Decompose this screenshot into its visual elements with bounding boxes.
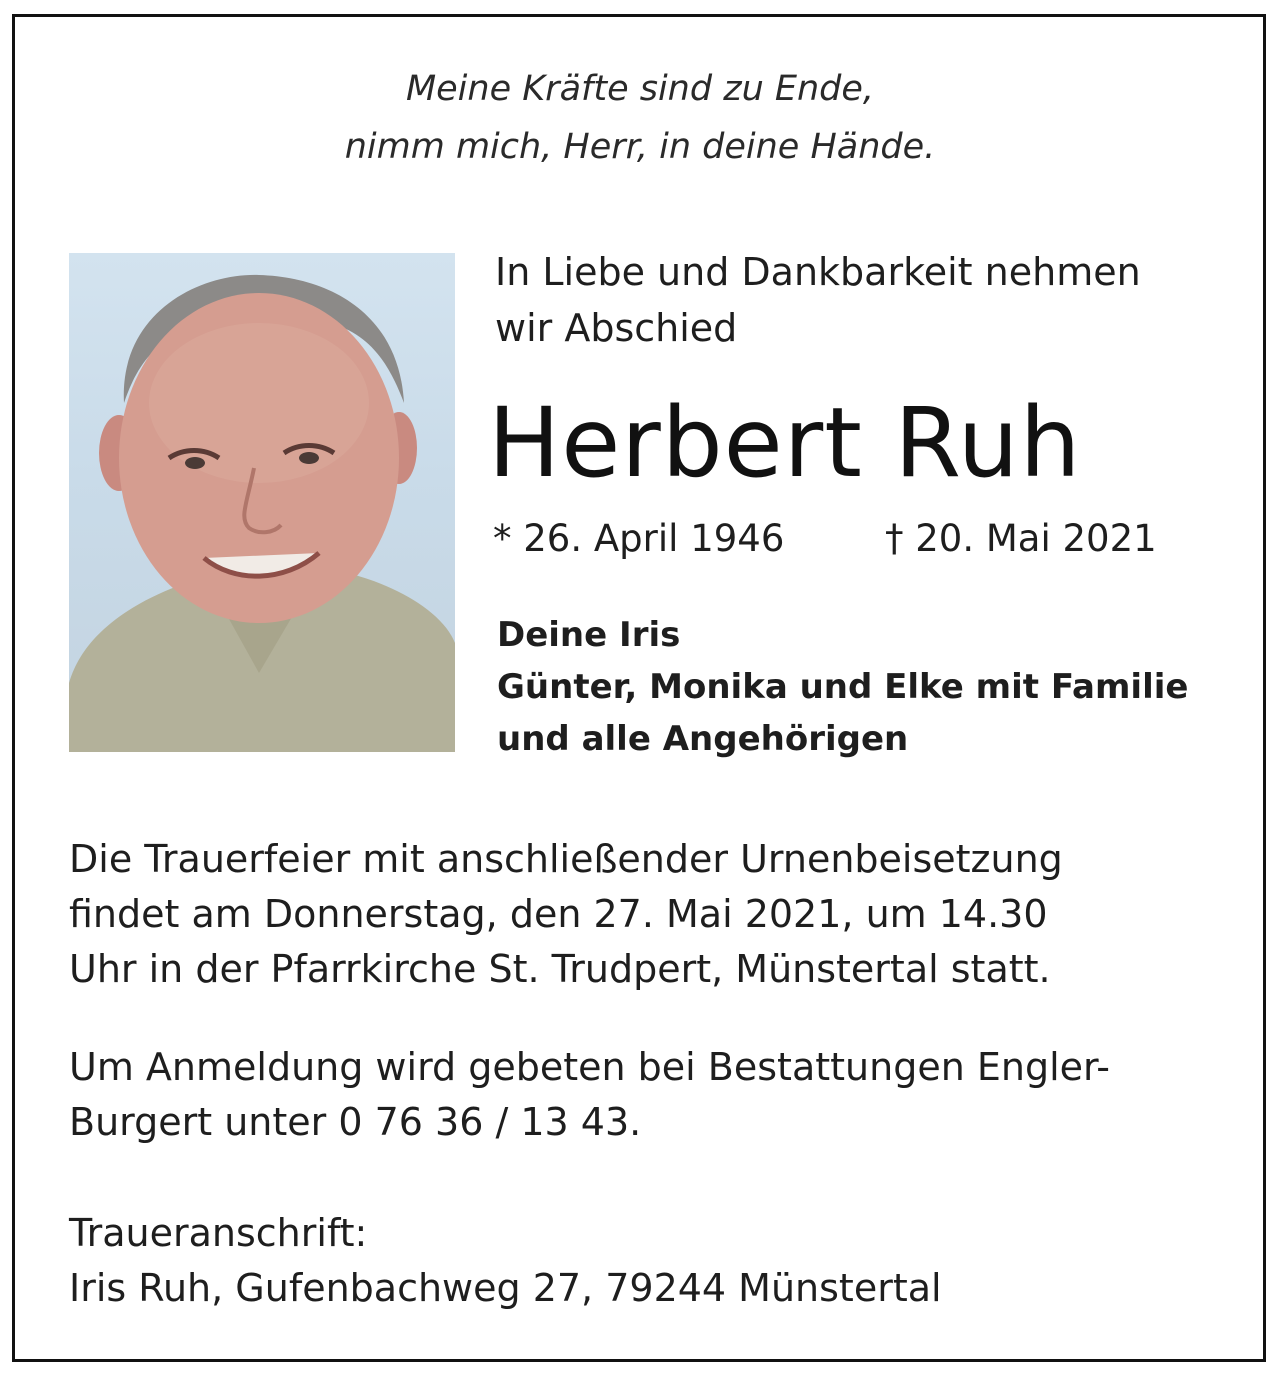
address-value: Iris Ruh, Gufenbachweg 27, 79244 Münstertal: [69, 1266, 942, 1310]
death-date: † 20. Mai 2021: [885, 517, 1157, 560]
registration-paragraph: [69, 1040, 1110, 1150]
verse-line-2: nimm mich, Herr, in deine Hände.: [344, 127, 936, 167]
intro-text: [495, 244, 1141, 356]
ceremony-line-2: findet am Donnerstag, den 27. Mai 2021, um 14.30: [69, 892, 1048, 936]
address-label: Traueranschrift:: [69, 1211, 368, 1255]
verse-line-1: Meine Kräfte sind zu Ende,: [405, 69, 875, 109]
mourner-line-2: Günter, Monika und Elke mit Familie: [497, 667, 1189, 707]
mourners-list: [497, 609, 1188, 765]
intro-line-2: wir Abschied: [495, 306, 738, 350]
ceremony-paragraph: [69, 832, 1063, 997]
registration-line-2: Burgert unter 0 76 36 / 13 43.: [69, 1100, 642, 1144]
birth-date: * 26. April 1946: [493, 517, 785, 560]
mourner-line-1: Deine Iris: [497, 615, 681, 655]
intro-line-1: In Liebe und Dankbarkeit nehmen: [495, 250, 1141, 294]
ceremony-line-3: Uhr in der Pfarrkirche St. Trudpert, Münstertal statt.: [69, 947, 1051, 991]
mourner-line-3: und alle Angehörigen: [497, 719, 909, 759]
ceremony-line-1: Die Trauerfeier mit anschließender Urnenbeisetzung: [69, 837, 1063, 881]
portrait-photo: [69, 253, 455, 752]
registration-line-1: Um Anmeldung wird gebeten bei Bestattungen Engler-: [69, 1045, 1110, 1089]
address-block: [69, 1206, 942, 1316]
portrait-illustration: [69, 253, 455, 752]
deceased-name: Herbert Ruh: [488, 387, 1082, 499]
verse: [0, 60, 1280, 176]
